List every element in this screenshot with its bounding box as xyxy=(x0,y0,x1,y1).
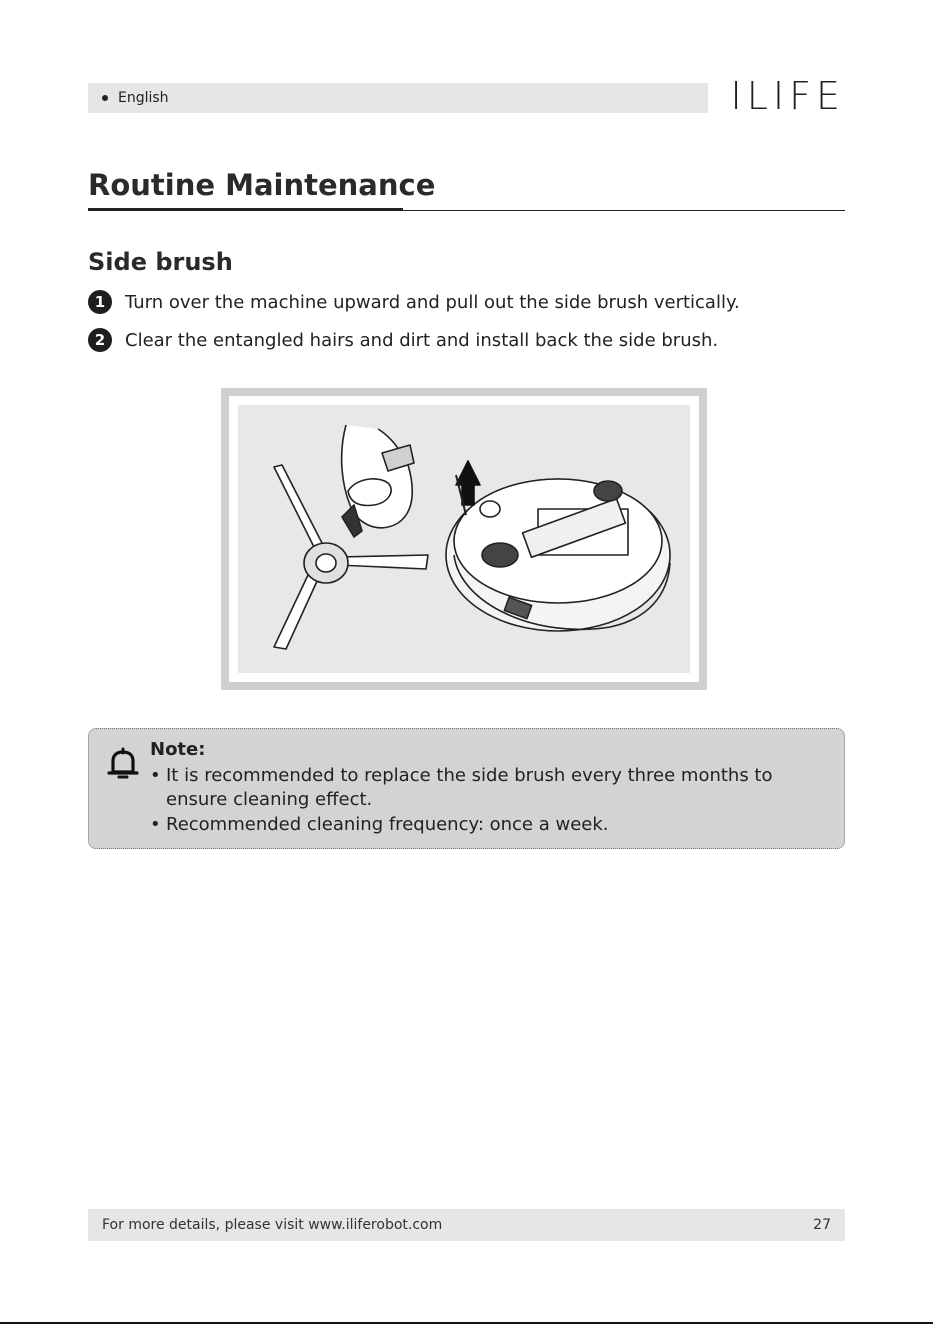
bullet-dot xyxy=(102,95,108,101)
brush-arm-right xyxy=(338,555,428,569)
brush-hub-center xyxy=(316,554,336,572)
note-text: Recommended cleaning frequency: once a week. xyxy=(166,814,609,835)
illustration xyxy=(238,405,690,673)
title-underline xyxy=(88,208,403,211)
bullet-dot: • xyxy=(150,765,161,786)
up-arrow-icon xyxy=(456,461,480,505)
brand-logo: ILIFE xyxy=(730,74,845,118)
note-title: Note: xyxy=(150,739,206,760)
note-bullet-1 xyxy=(150,765,773,786)
page-number: 27 xyxy=(813,1217,831,1233)
footer-bar xyxy=(88,1209,845,1241)
note-text: It is recommended to replace the side brush every three months to xyxy=(166,765,773,786)
bullet-dot: • xyxy=(150,814,161,835)
subsection-title: Side brush xyxy=(88,248,233,276)
brush-arm-upper xyxy=(274,465,322,547)
bell-icon xyxy=(105,745,141,781)
step-text: Turn over the machine upward and pull out the side brush vertically. xyxy=(125,291,740,313)
language-label: English xyxy=(118,90,169,106)
robot-caster xyxy=(480,501,500,517)
robot-wheel-right xyxy=(594,481,622,501)
illustration-inner-border xyxy=(229,396,699,682)
illustration-frame xyxy=(221,388,707,690)
section-title: Routine Maintenance xyxy=(88,168,436,202)
side-brush-removal-illustration xyxy=(238,405,688,671)
language-bar xyxy=(88,83,708,113)
note-bullet-1-continued: ensure cleaning effect. xyxy=(166,789,373,810)
note-bullet-2 xyxy=(150,814,609,835)
step-item-2 xyxy=(88,328,718,352)
note-box xyxy=(88,728,845,849)
brush-arm-lower xyxy=(274,575,318,649)
footer-link-text: For more details, please visit www.iliferobot.com xyxy=(102,1217,443,1233)
step-number-badge: 1 xyxy=(88,290,112,314)
step-item-1 xyxy=(88,290,740,314)
robot-wheel-left xyxy=(482,543,518,567)
step-number-badge: 2 xyxy=(88,328,112,352)
step-text: Clear the entangled hairs and dirt and install back the side brush. xyxy=(125,329,719,351)
